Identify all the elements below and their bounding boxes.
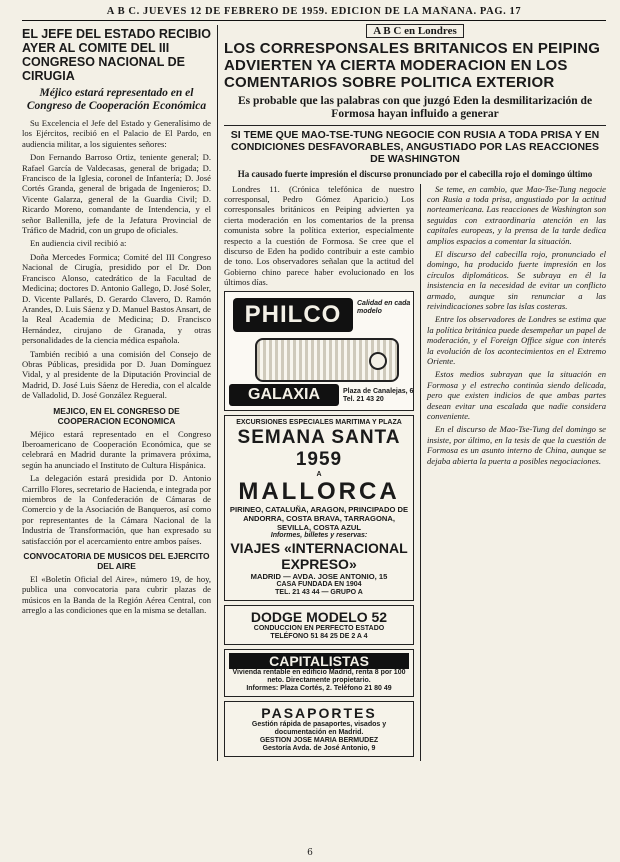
travel-ad xyxy=(224,415,414,601)
main-lead: Ha causado fuerte impresión el discurso pronunciado por el cabecilla rojo el domingo último xyxy=(237,169,593,179)
inner-columns xyxy=(224,184,606,761)
dodge-phone: TELÉFONO 51 84 25 DE 2 A 4 xyxy=(270,632,368,640)
footer-mark: 6 xyxy=(307,848,313,858)
page-columns xyxy=(22,25,606,761)
middle-column xyxy=(224,184,420,761)
main-paragraph: El discurso del cabecilla rojo, pronunciado el domingo, ha producido fuerte impresión en los círculos diplomáticos. Se subraya en él la insistencia en la necesidad de evitar un conflicto armado, aunque sin renunciar a las reivindicaciones sobre las islas costeras. xyxy=(427,248,606,311)
main-subhead: Es probable que las palabras con que juzgó Eden la desmilitarización de Formosa hayan influido a generar xyxy=(237,95,593,120)
travel-connector: A xyxy=(316,470,322,478)
pasaportes-title: PASAPORTES xyxy=(261,704,377,721)
running-head: A B C. JUEVES 12 DE FEBRERO DE 1959. EDICION DE LA MAÑANA. PAG. 17 xyxy=(22,6,606,21)
left-paragraph: Doña Mercedes Formica; Comité del III Congreso Nacional de Cirugía, presidido por el Dr. Don Francisco Alonso, catedrático de la Facultad de Medicina; doctores D. Antonio Gallego, D. José Soler, D. Vicente Pallarés, D. Gerardo Clavero, D. Ramón Arandes, D. Luis Sáenz y D. Manuel Bastos Ansart, de la Real Academia de Medicina; D. Francisco Hernández, cirujano de Granada, y otras personalidades de la ciencia médica española. xyxy=(22,251,211,346)
main-paragraph: Estos medios subrayan que la situación en Formosa y el estrecho continúa siendo delicada, pero que existen indicios de que ambas partes desean evitar una escalada que nadie considera conveniente. xyxy=(427,369,606,422)
left-paragraph: Don Fernando Barroso Ortiz, teniente general; D. Rafael García de Valdecasas, general de brigada; D. Francisco de la Iglesia, coronel de Infantería; D. José Cortés Granda, general de brigada de Ingenieros; D. Vicente Galarza, general de la Guardia Civil; D. Ricardo Moreno, comandante de Intendencia, y el señor Ballenilla, jefe de la Jefatura Provincial de Tráfico de Madrid, con un grupo de oficiales. xyxy=(22,152,211,236)
travel-destination: MALLORCA xyxy=(238,477,400,505)
capitalistas-text: Vivienda rentable en edificio Madrid, renta 8 por 100 neto. Directamente propietario. xyxy=(232,668,406,684)
main-paragraph: En el discurso de Mao-Tse-Tung del domingo se insiste, por último, en la tesis de que la cuestión de Formosa es un asunto interno de China, aunque se dejaba abierta la puerta a posibles negociaciones. xyxy=(427,424,606,466)
philco-shop: GALAXIA xyxy=(229,384,339,406)
travel-address: MADRID — AVDA. JOSE ANTONIO, 15 xyxy=(250,571,388,581)
philco-address: Plaza de Canalejas, 6 Tel. 21 43 20 xyxy=(343,387,414,404)
left-column xyxy=(22,25,218,761)
main-paragraph: Entre los observadores de Londres se estima que la política británica puede desempeñar un papel de moderación, y el Foreign Office sigue con interés la evolución de los acontecimientos en el Extremo Oriente. xyxy=(427,314,606,366)
dodge-ad xyxy=(224,605,414,645)
philco-tagline: Calidad en cada modelo xyxy=(357,299,411,315)
main-headline: LOS CORRESPONSALES BRITANICOS EN PEIPING ADVIERTEN YA CIERTA MODERACION EN LOS COMENTARIOS SOBRE POLITICA EXTERIOR xyxy=(224,40,601,91)
pasaportes-agency: GESTION JOSE MARIA BERMUDEZ xyxy=(259,736,379,744)
section-heading-musicos: CONVOCATORIA DE MUSICOS DEL EJERCITO DEL AIRE xyxy=(23,551,210,572)
dodge-title: DODGE MODELO 52 xyxy=(250,608,388,625)
left-headline: EL JEFE DEL ESTADO RECIBIO AYER AL COMITE DEL III CONGRESO NACIONAL DE CIRUGIA xyxy=(22,27,211,83)
travel-phone: TEL. 21 43 44 — GRUPO A xyxy=(275,588,363,596)
travel-agency: VIAJES «INTERNACIONAL EXPRESO» xyxy=(230,539,408,572)
philco-logo: PHILCO xyxy=(233,298,353,332)
left-paragraph: La delegación estará presidida por D. Antonio Carrillo Flores, secretario de Hacienda, e integrada por miembros de la Confederación de Cámaras de Comercio y de la Asociación de Banqueros, así como por representantes de la Cámara Nacional de la Industria de Transformación, que han expresado su satisfacción por el acercamiento entre ambos países. xyxy=(22,473,211,546)
philco-ad xyxy=(224,291,414,411)
pasaportes-text: Gestión rápida de pasaportes, visados y documentación en Madrid. xyxy=(251,720,387,736)
travel-founded: CASA FUNDADA EN 1904 xyxy=(276,580,362,588)
pasaportes-address: Gestoría Avda. de José Antonio, 9 xyxy=(262,744,376,752)
left-paragraph: El «Boletín Oficial del Aire», número 19, de hoy, publica una convocatoria para cubrir plazas de músicos en la Banda de la Región Aérea Central, con arreglo a las condiciones que en la misma se detallan. xyxy=(22,574,211,616)
right-area xyxy=(218,25,606,761)
travel-note: Informes, billetes y reservas: xyxy=(270,531,368,539)
travel-routes: PIRINEO, CATALUÑA, ARAGON, PRINCIPADO DE ANDORRA, COSTA BRAVA, TARRAGONA, SEVILLA, COSTA AZUL xyxy=(229,504,409,532)
travel-title: SEMANA SANTA 1959 xyxy=(237,426,401,470)
section-heading-mejico: MEJICO, EN EL CONGRESO DE COOPERACION ECONOMICA xyxy=(53,405,180,426)
main-deck: SI TEME QUE MAO-TSE-TUNG NEGOCIE CON RUSIA A TODA PRISA Y EN CONDICIONES DESFAVORABLES, ANGUSTIADO POR LAS REACCIONES DE WASHINGTON xyxy=(224,125,606,165)
left-paragraph: Su Excelencia el Jefe del Estado y Generalísimo de los Ejércitos, recibió en el Palacio de El Pardo, en audiencia militar, a los siguientes señores: xyxy=(22,118,211,149)
capitalistas-title: CAPITALISTAS xyxy=(229,653,409,669)
travel-top: EXCURSIONES ESPECIALES MARITIMA Y PLAZA xyxy=(236,418,402,426)
left-subhead: Méjico estará representado en el Congreso de Cooperación Económica xyxy=(26,87,207,112)
main-paragraph: Se teme, en cambio, que Mao-Tse-Tung negocie con Rusia a toda prisa, angustiado por la actitud norteamericana. Las reacciones de Washington son seguidas con extraordinaria atención en las capitales europeas, y la prensa de la tarde dedica amplios espacios a comentar la situación. xyxy=(427,183,606,246)
left-paragraph: Méjico estará representado en el Congreso Iberoamericano de Cooperación Económica, que se celebrará en Madrid durante la primavera próxima, según ha anunciado el Instituto de Cultura Hispánica. xyxy=(22,428,211,470)
main-paragraph: Londres 11. (Crónica telefónica de nuestro corresponsal, Pedro Gómez Aparicio.) Los corresponsales británicos en Peiping advierten ya cierta moderación en los comentarios de la prensa comunista sobre la política exterior, especialmente respecto a la cuestión de Formosa. Se cree que el discurso de Eden ha podido contribuir a este cambio de tono. Los observadores señalan que la actitud del Gobierno chino parece haber evolucionado en los últimos días. xyxy=(224,183,414,288)
far-right-column xyxy=(420,184,606,761)
left-paragraph: También recibió a una comisión del Consejo de Obras Públicas, presidida por D. Juan Domínguez Vidal, y al presidente de la Diputación Provincial de Madrid, D. José Luis Sáenz de Heredia, con el alcalde de Valladolid, D. José González Regueral. xyxy=(22,348,211,401)
capitalistas-info: Informes: Plaza Cortés, 2. Teléfono 21 80 49 xyxy=(246,684,392,692)
pasaportes-ad xyxy=(224,701,414,757)
dodge-subtitle: CONDUCCION EN PERFECTO ESTADO xyxy=(253,624,385,632)
capitalistas-ad xyxy=(224,649,414,697)
left-paragraph: En audiencia civil recibió a: xyxy=(30,238,127,249)
kicker-label: A B C en Londres xyxy=(224,25,606,37)
radio-illustration xyxy=(255,338,399,382)
